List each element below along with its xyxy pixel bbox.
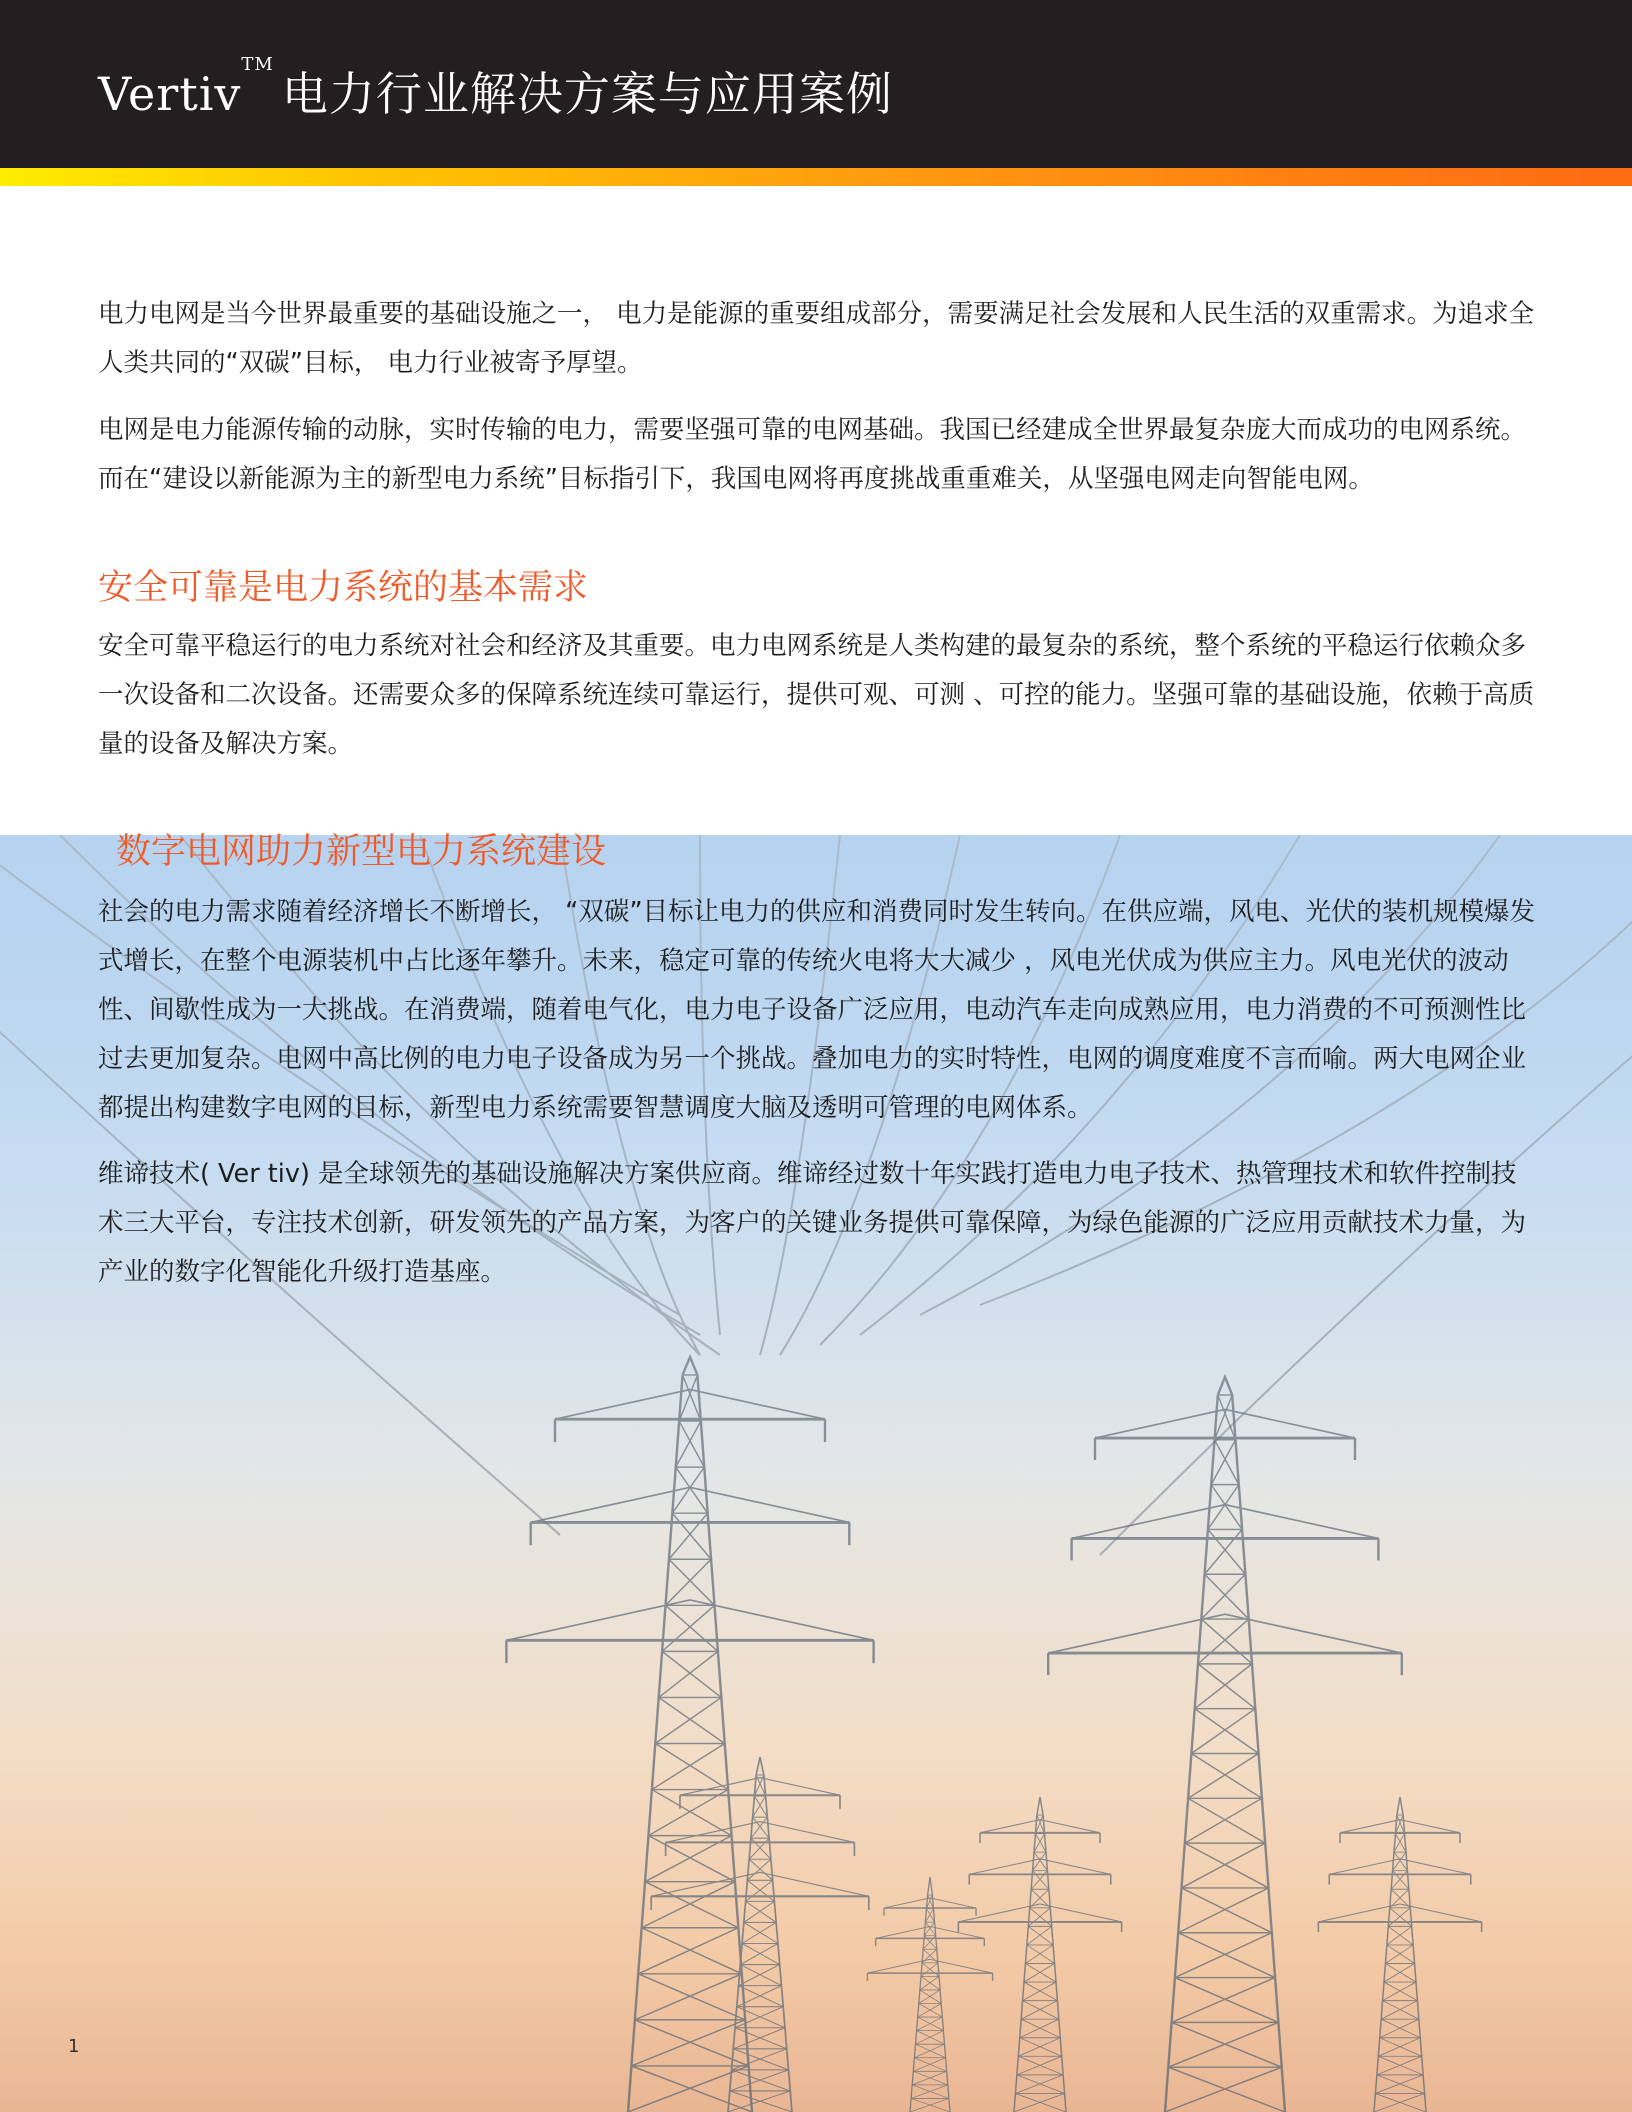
trademark-mark: TM [241, 54, 274, 75]
section2-paragraph-2: 维谛技术( Ver tiv) 是全球领先的基础设施解决方案供应商。维谛经过数十年实践打造电力电子技术、热管理技术和软件控制技术三大平台，专注技术创新，研发领先的产品方案，为客户的关键业务提供可靠保障，为绿色能源的广泛应用贡献技术力量，为产业的数字化智能化升级打造基座。 [98, 1159, 1527, 1287]
section-heading-security: 安全可靠是电力系统的基本需求 [98, 568, 589, 608]
section1-paragraph: 安全可靠平稳运行的电力系统对社会和经济及其重要。电力电网系统是人类构建的最复杂的系统，整个系统的平稳运行依赖众多一次设备和二次设备。还需要众多的保障系统连续可靠运行，提供可观、可测 、可控的能力。坚强可靠的基础设施，依赖于高质量的设备及解决方案。 [98, 631, 1535, 759]
header-bar [0, 0, 1632, 168]
intro-paragraph-1: 电力电网是当今世界最重要的基础设施之一， 电力是能源的重要组成部分，需要满足社会发展和人民生活的双重需求。为追求全人类共同的“双碳”目标， 电力行业被寄予厚望。 [98, 299, 1535, 378]
brand-name: Vertiv [98, 67, 242, 121]
page-number: 1 [68, 2036, 80, 2057]
section-heading-digital-grid: 数字电网助力新型电力系统建设 [116, 832, 607, 872]
intro-paragraph-2: 电网是电力能源传输的动脉，实时传输的电力，需要坚强可靠的电网基础。我国已经建成全世界最复杂庞大而成功的电网系统。而在“建设以新能源为主的新型电力系统”目标指引下，我国电网将再度挑战重重难关，从坚强电网走向智能电网。 [98, 415, 1527, 494]
section2-paragraph-1: 社会的电力需求随着经济增长不断增长， “双碳”目标让电力的供应和消费同时发生转向。在供应端，风电、光伏的装机规模爆发式增长，在整个电源装机中占比逐年攀升。未来，稳定可靠的传统火电将大大减少 ，风电光伏成为供应主力。风电光伏的波动性、间歇性成为一大挑战。在消费端，随着电气化，电力电子设备广泛应用，电动汽车走向成熟应用，电力消费的不可预测性比过去更加复杂。电网中高比例的电力电子设备成为另一个挑战。叠加电力的实时特性，电网的调度难度不言而喻。两大电网企业都提出构建数字电网的目标，新型电力系统需要智慧调度大脑及透明可管理的电网体系。 [98, 897, 1536, 1123]
document-title [98, 54, 893, 124]
header-gradient-stripe [0, 168, 1632, 186]
title-text: 电力行业解决方案与应用案例 [281, 67, 893, 121]
